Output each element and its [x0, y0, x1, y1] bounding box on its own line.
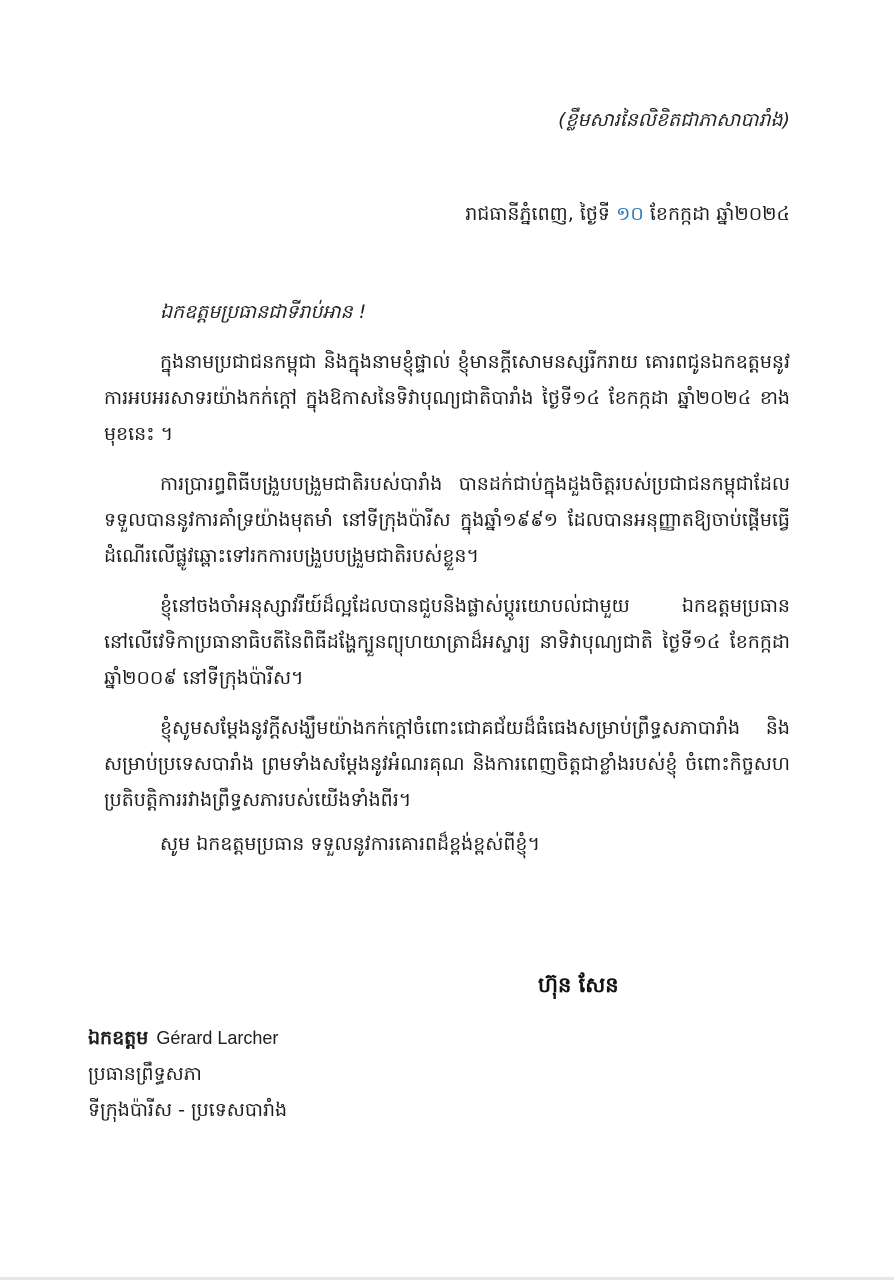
date-month-year: ខែកក្កដា ឆ្នាំ២០២៤	[643, 203, 790, 225]
salutation: ឯកឧត្តមប្រធានជាទីរាប់អាន !	[160, 301, 367, 323]
paragraph-2: ការប្រារព្ធពិធីបង្រួបបង្រួមជាតិរបស់បារាំង បានដក់ជាប់ក្នុងដួងចិត្តរបស់ប្រជាជនកម្ពុជាដែលទទួលបាននូវការគាំទ្រយ៉ាងមុតមាំ នៅទីក្រុងប៉ារីស ក្នុងឆ្នាំ១៩៩១ ដែលបានអនុញ្ញាតឱ្យចាប់ផ្តើមធ្វើដំណើរលើផ្លូវឆ្ពោះទៅរកការបង្រួបបង្រួមជាតិរបស់ខ្លួន។	[104, 473, 790, 567]
signature-name: ហ៊ុន សែន	[538, 973, 619, 997]
addressee-block	[88, 1020, 287, 1128]
date-day: ១០	[616, 203, 644, 225]
addressee-name: Gérard Larcher	[156, 1028, 279, 1048]
translation-note: (ខ្លឹមសារនៃលិខិតជាភាសាបារាំង)	[558, 109, 790, 131]
paragraph-4: ខ្ញុំសូមសម្តែងនូវក្តីសង្ឃឹមយ៉ាងកក់ក្តៅចំពោះជោគជ័យដ៏ធំធេងសម្រាប់ព្រឹទ្ធសភាបារាំង និងសម្រាប់ប្រទេសបារាំង ព្រមទាំងសម្តែងនូវអំណរគុណ និងការពេញចិត្តជាខ្លាំងរបស់ខ្ញុំ ចំពោះកិច្ចសហប្រតិបត្តិការរវាងព្រឹទ្ធសភារបស់យើងទាំងពីរ។	[104, 717, 790, 811]
paragraph-1: ក្នុងនាមប្រជាជនកម្ពុជា និងក្នុងនាមខ្ញុំផ្ទាល់ ខ្ញុំមានក្តីសោមនស្សរីករាយ គោរពជូនឯកឧត្តមនូវការអបអរសាទរយ៉ាងកក់ក្តៅ ក្នុងឱកាសនៃទិវាបុណ្យជាតិបារាំង ថ្ងៃទី១៤ ខែកក្កដា ឆ្នាំ២០២៤ ខាងមុខនេះ ។	[104, 351, 790, 445]
paragraph-3: ខ្ញុំនៅចងចាំអនុស្សាវរីយ៍ដ៏ល្អដែលបានជួបនិងផ្លាស់ប្តូរយោបល់ជាមួយ ឯកឧត្តមប្រធាន នៅលើវេទិកាប្រធានាធិបតីនៃពិធីដង្ហែក្បួនព្យុហយាត្រាដ៏អស្ចារ្យ នាទិវាបុណ្យជាតិ ថ្ងៃទី១៤ ខែកក្កដា ឆ្នាំ២០០៩ នៅទីក្រុងប៉ារីស។	[104, 595, 790, 689]
closing-paragraph: សូម ឯកឧត្តមប្រធាន ទទួលនូវការគោរពដ៏ខ្ពង់ខ្ពស់ពីខ្ញុំ។	[160, 833, 541, 855]
addressee-name-line	[88, 1020, 287, 1056]
addressee-location: ទីក្រុងប៉ារីស - ប្រទេសបារាំង	[88, 1099, 288, 1121]
addressee-honorific: ឯកឧត្តម	[88, 1027, 149, 1049]
date-line	[465, 202, 790, 230]
addressee-title: ប្រធានព្រឹទ្ធសភា	[88, 1063, 202, 1085]
date-place: រាជធានីភ្នំពេញ, ថ្ងៃទី	[465, 203, 617, 225]
